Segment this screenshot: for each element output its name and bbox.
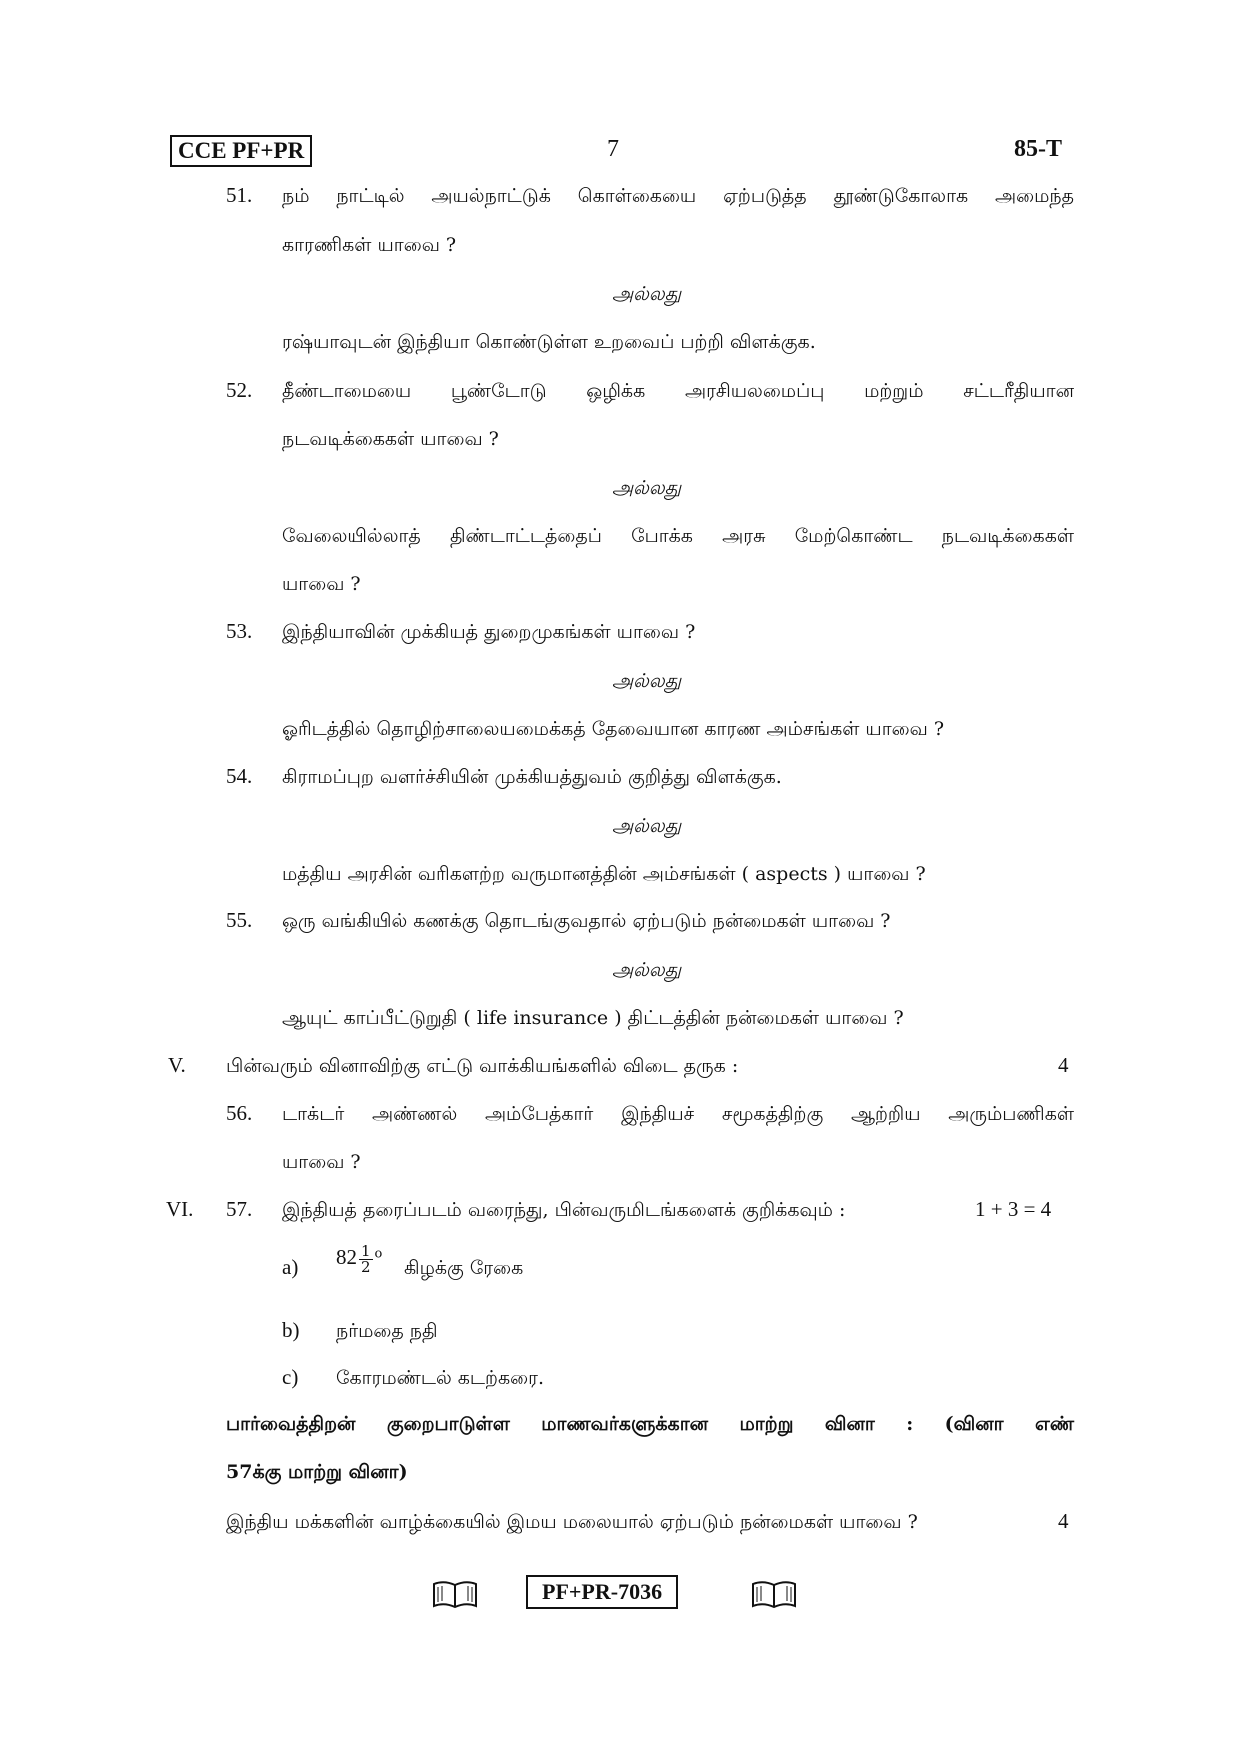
question-text: ஒரு வங்கியில் கணக்கு தொடங்குவதால் ஏற்படும் நன்மைகள் யாவை ? [282,910,891,932]
question-number: 57. [226,1197,253,1221]
or-label: அல்லது [612,670,682,692]
section-marks: 4 [1058,1053,1069,1077]
alternative-question: வேலையில்லாத் திண்டாட்டத்தைப் போக்க அரசு மேற்கொண்ட நடவடிக்கைகள் [282,525,1074,547]
alternate-question: இந்திய மக்களின் வாழ்க்கையில் இமய மலையால் ஏற்படும் நன்மைகள் யாவை ? [226,1511,918,1533]
or-label: அல்லது [612,959,682,981]
question-text: நடவடிக்கைகள் யாவை ? [282,428,499,450]
item-text: நர்மதை நதி [336,1320,438,1342]
alternative-question: ரஷ்யாவுடன் இந்தியா கொண்டுள்ள உறவைப் பற்றி விளக்குக. [282,331,816,353]
question-marks: 4 [1058,1509,1069,1533]
item-text: கிழக்கு ரேகை [404,1257,524,1279]
longitude-whole: 82 [336,1245,357,1269]
question-number: 54. [226,764,253,788]
book-icon [432,1578,478,1614]
question-marks: 1 + 3 = 4 [975,1197,1052,1221]
question-number: 51. [226,183,253,207]
section-numeral: VI. [166,1197,194,1221]
section-numeral: V. [168,1053,186,1077]
item-label: c) [282,1365,299,1389]
alternate-question-heading: 57க்கு மாற்று வினா) [226,1461,408,1483]
footer-code: PF+PR-7036 [526,1575,678,1609]
longitude-value [336,1244,382,1275]
alternative-question: மத்திய அரசின் வரிகளற்ற வருமானத்தின் அம்சங்கள் ( aspects ) யாவை ? [282,863,926,885]
question-number: 55. [226,908,253,932]
question-text: காரணிகள் யாவை ? [282,234,457,256]
header-left-code: CCE PF+PR [170,135,312,167]
question-number: 56. [226,1101,253,1125]
alternative-question: யாவை ? [282,573,361,595]
question-text: தீண்டாமையை பூண்டோடு ஒழிக்க அரசியலமைப்பு மற்றும் சட்டரீதியான [282,380,1074,402]
question-text: யாவை ? [282,1151,361,1173]
or-label: அல்லது [612,815,682,837]
or-label: அல்லது [612,283,682,305]
question-text: நம் நாட்டில் அயல்நாட்டுக் கொள்கையை ஏற்படுத்த தூண்டுகோலாக அமைந்த [282,185,1074,207]
fraction [359,1244,373,1275]
question-text: கிராமப்புற வளர்ச்சியின் முக்கியத்துவம் குறித்து விளக்குக. [282,766,782,788]
item-label: a) [282,1255,299,1279]
question-number: 53. [226,619,253,643]
book-icon [751,1578,797,1614]
alternative-question: ஆயுட் காப்பீட்டுறுதி ( life insurance ) திட்டத்தின் நன்மைகள் யாவை ? [282,1007,904,1029]
question-number: 52. [226,378,253,402]
or-label: அல்லது [612,477,682,499]
section-instruction: பின்வரும் வினாவிற்கு எட்டு வாக்கியங்களில் விடை தருக : [226,1055,739,1077]
question-text: இந்தியாவின் முக்கியத் துறைமுகங்கள் யாவை ? [282,621,696,643]
item-text: கோரமண்டல் கடற்கரை. [336,1367,544,1389]
question-text: டாக்டர் அண்ணல் அம்பேத்கார் இந்தியச் சமூகத்திற்கு ஆற்றிய அரும்பணிகள் [282,1103,1074,1125]
fraction-numerator: 1 [361,1242,371,1260]
alternative-question: ஓரிடத்தில் தொழிற்சாலையமைக்கத் தேவையான காரண அம்சங்கள் யாவை ? [282,718,945,740]
question-text: இந்தியத் தரைப்படம் வரைந்து, பின்வருமிடங்களைக் குறிக்கவும் : [282,1199,846,1221]
degree-symbol: o [374,1246,383,1262]
header-right-code: 85-T [1014,136,1062,162]
page-number: 7 [607,136,619,162]
item-label: b) [282,1318,300,1342]
alternate-question-heading: பார்வைத்திறன் குறைபாடுள்ள மாணவர்களுக்கான மாற்று வினா : (வினா எண் [226,1413,1074,1435]
fraction-denominator: 2 [361,1258,371,1276]
